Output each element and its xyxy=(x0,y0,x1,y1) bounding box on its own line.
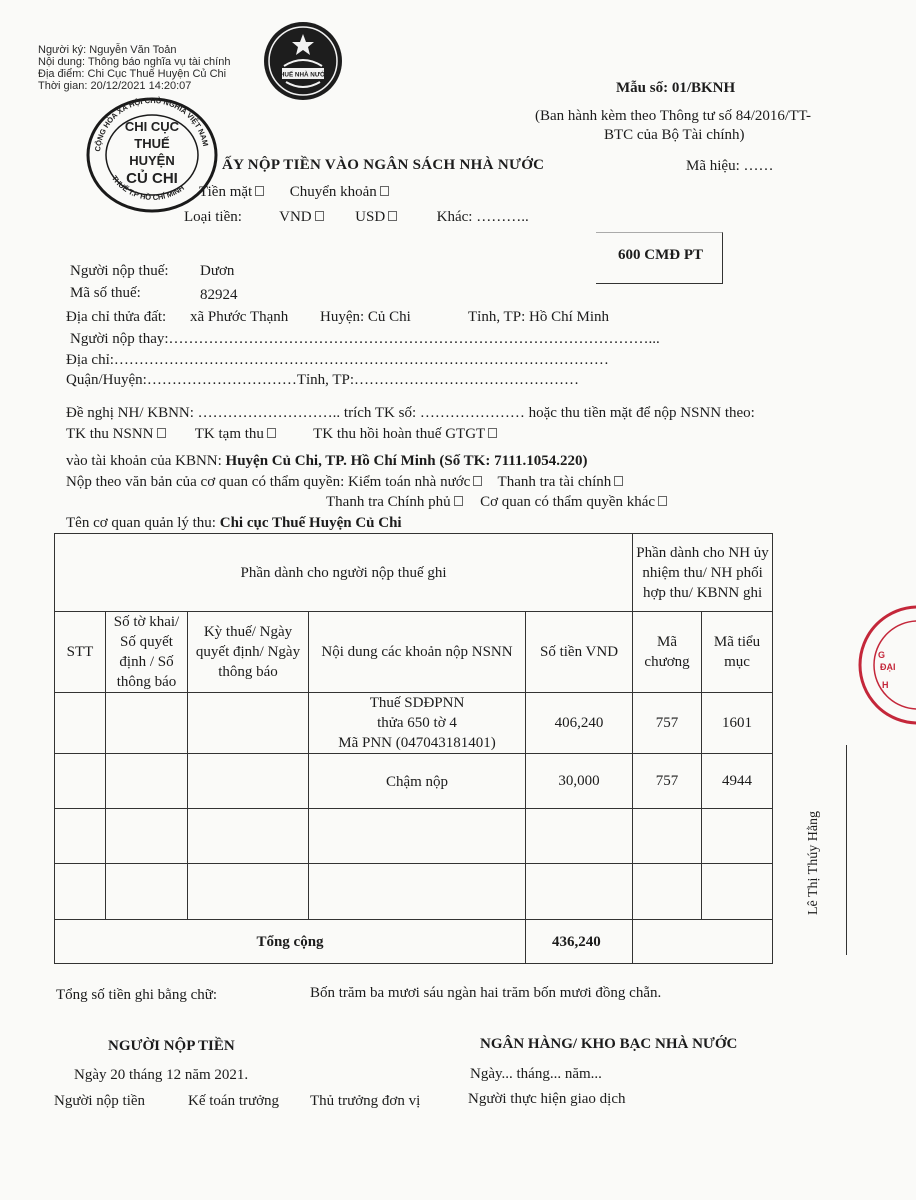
bank-sign-label: Người thực hiện giao dịch xyxy=(468,1091,626,1107)
form-title: ẤY NỘP TIỀN VÀO NGÂN SÁCH NHÀ NƯỚC xyxy=(222,157,545,173)
usd-label: USD xyxy=(355,209,386,225)
table-row xyxy=(55,754,773,809)
row-chapter: 757 xyxy=(633,754,702,809)
row-period xyxy=(188,693,309,754)
authority-row-2 xyxy=(326,494,667,511)
payer-sign-title: NGƯỜI NỘP TIỀN xyxy=(108,1038,235,1054)
signature-content: Thông báo nghĩa vụ tài chính xyxy=(87,56,231,68)
payer-section-header: Phần dành cho người nộp thuế ghi xyxy=(55,534,633,612)
header-content: Nội dung các khoản nộp NSNN xyxy=(309,612,526,693)
row-amount: 406,240 xyxy=(526,693,633,754)
row-content-line-1: Thuế SDĐPNN xyxy=(369,695,465,711)
stamp-ring-top: CỘNG HÒA XÃ HỘI CHỦ NGHĨA VIỆT NAM xyxy=(93,95,211,153)
header-subsection: Mã tiểu mục xyxy=(702,612,773,693)
signature-time-label: Thời gian: xyxy=(38,80,88,92)
other-currency: Khác: ……….. xyxy=(436,209,529,225)
thanh-tra-tc-label: Thanh tra tài chính xyxy=(497,474,612,490)
head-sign-label: Thủ trưởng đơn vị xyxy=(310,1093,421,1109)
payer-sign-date: Ngày 20 tháng 12 năm 2021. xyxy=(74,1067,249,1083)
kbnn-prefix: vào tài khoản của KBNN: xyxy=(66,453,226,469)
reference-code: 600 CMĐ PT xyxy=(618,247,703,263)
signer-label: Người ký: xyxy=(38,44,87,56)
tk-tam-thu-label: TK tạm thu xyxy=(194,426,264,442)
vnd-label: VND xyxy=(279,209,312,225)
stamp-line-3: HUYỆN xyxy=(129,153,175,168)
thanh-tra-tc-checkbox[interactable] xyxy=(614,476,623,486)
row-stt xyxy=(55,693,106,754)
tk-tam-thu-checkbox[interactable] xyxy=(267,428,276,438)
side-vertical-line xyxy=(846,745,847,955)
svg-text:G: G xyxy=(878,650,886,660)
bank-sign-title: NGÂN HÀNG/ KHO BẠC NHÀ NƯỚC xyxy=(480,1036,738,1052)
stamp-ring-bottom: THUẾ T.P HỒ CHÍ MINH xyxy=(109,173,186,203)
transfer-checkbox[interactable] xyxy=(380,186,389,196)
header-period: Kỳ thuế/ Ngày quyết định/ Ngày thông báo xyxy=(188,612,309,693)
tax-manager-line xyxy=(66,515,402,532)
signature-content-label: Nội dung: xyxy=(38,56,86,68)
currency-row xyxy=(184,209,529,226)
payment-method-row xyxy=(199,184,389,201)
signature-time: 20/12/2021 14:20:07 xyxy=(90,80,192,92)
side-signature-name: Lê Thị Thúy Hằng xyxy=(806,810,821,916)
tax-manager-prefix: Tên cơ quan quản lý thu: xyxy=(66,515,220,531)
tk-nsnn-checkbox[interactable] xyxy=(157,428,166,438)
land-address-label: Địa chỉ thửa đất: xyxy=(66,309,167,325)
stamp-line-4: CỦ CHI xyxy=(126,170,178,187)
payment-table xyxy=(54,533,773,964)
usd-checkbox[interactable] xyxy=(388,211,397,221)
signature-place: Chi Cục Thuế Huyện Củ Chi xyxy=(87,68,227,80)
kiem-toan-checkbox[interactable] xyxy=(473,476,482,486)
row-period xyxy=(188,754,309,809)
kiem-toan-label: Kiểm toán nhà nước xyxy=(348,474,471,490)
payer-name: Dươn xyxy=(200,263,235,279)
digital-signature xyxy=(38,44,230,92)
tax-code-label: Mã số thuế: xyxy=(70,285,141,301)
account-type-row xyxy=(66,426,497,443)
proxy-payer-line: Người nộp thay:……………………………………………………………………………………... xyxy=(70,331,660,347)
signer-name: Nguyễn Văn Toản xyxy=(89,44,177,56)
bank-section-header: Phần dành cho NH ủy nhiệm thu/ NH phối hợp thu/ KBNN ghi xyxy=(633,534,773,612)
payer-name-label: Người nộp thuế: xyxy=(70,263,169,279)
row-stt xyxy=(55,754,106,809)
red-partial-stamp xyxy=(856,600,916,730)
bank-sign-date: Ngày... tháng... năm... xyxy=(470,1066,602,1082)
amount-words: Bốn trăm ba mươi sáu ngàn hai trăm bốn mươi đồng chẵn. xyxy=(310,985,662,1001)
form-code: Mã hiệu: …… xyxy=(686,158,774,174)
table-row xyxy=(55,693,773,754)
stamp-line-1: CHI CỤC xyxy=(124,119,180,134)
amount-words-label: Tổng số tiền ghi bằng chữ: xyxy=(56,987,218,1003)
tax-code: 82924 xyxy=(200,287,238,303)
tk-nsnn-label: TK thu NSNN xyxy=(66,426,154,442)
co-quan-khac-checkbox[interactable] xyxy=(658,496,667,506)
header-doc-no: Số tờ khai/ Số quyết định / Số thông báo xyxy=(106,612,188,693)
cash-label: Tiền mặt xyxy=(199,184,253,200)
header-chapter: Mã chương xyxy=(633,612,702,693)
co-quan-khac-label: Cơ quan có thẩm quyền khác xyxy=(480,494,656,510)
row-subsection: 4944 xyxy=(702,754,773,809)
transfer-label: Chuyển khoản xyxy=(289,184,377,200)
row-chapter: 757 xyxy=(633,693,702,754)
row-subsection: 1601 xyxy=(702,693,773,754)
payer-sign-label: Người nộp tiền xyxy=(54,1093,146,1109)
header-stt: STT xyxy=(55,612,106,693)
table-row xyxy=(55,864,773,920)
row-doc-no xyxy=(106,754,188,809)
total-bank-cell xyxy=(633,920,773,964)
form-number: Mẫu số: 01/BKNH xyxy=(616,80,736,96)
tk-hoan-label: TK thu hồi hoàn thuế GTGT xyxy=(313,426,486,442)
row-content-line-3: Mã PNN (047043181401) xyxy=(338,735,496,751)
tk-hoan-checkbox[interactable] xyxy=(488,428,497,438)
row-content: Chậm nộp xyxy=(309,754,526,809)
proxy-district-line: Quận/Huyện:…………………………Tỉnh, TP:……………………………………… xyxy=(66,372,580,388)
svg-text:ĐẠI: ĐẠI xyxy=(880,662,896,672)
row-content-line-2: thửa 650 tờ 4 xyxy=(377,715,457,731)
row-doc-no xyxy=(106,693,188,754)
signature-place-label: Địa điểm: xyxy=(38,68,85,80)
authority-label: Nộp theo văn bản của cơ quan có thẩm quyền: xyxy=(66,474,345,490)
kbnn-account-line xyxy=(66,453,587,470)
table-row xyxy=(55,809,773,864)
vnd-checkbox[interactable] xyxy=(315,211,324,221)
authority-row xyxy=(66,474,623,491)
kbnn-account: Huyện Củ Chi, TP. Hồ Chí Minh (Số TK: 7111.1054.220) xyxy=(225,453,588,469)
accountant-sign-label: Kế toán trưởng xyxy=(188,1093,280,1109)
proxy-address-line: Địa chỉ:……………………………………………………………………………………… xyxy=(66,352,609,368)
land-commune: xã Phước Thạnh xyxy=(190,309,289,325)
svg-text:H: H xyxy=(882,680,889,690)
tax-emblem-logo xyxy=(262,20,344,102)
row-content xyxy=(309,693,526,754)
total-amount: 436,240 xyxy=(526,920,633,964)
bank-request-line: Đề nghị NH/ KBNN: ……………………….. trích TK số: ………………… hoặc thu tiền mặt để nộp NSNN theo: xyxy=(66,405,755,421)
header-amount: Số tiền VND xyxy=(526,612,633,693)
emblem-text: THUẾ NHÀ NƯỚC xyxy=(276,71,330,79)
form-issued-line-1: (Ban hành kèm theo Thông tư số 84/2016/TT- xyxy=(535,108,812,124)
land-province: Tỉnh, TP: Hồ Chí Minh xyxy=(468,309,609,325)
stamp-line-2: THUẾ xyxy=(134,136,170,151)
currency-label: Loại tiền: xyxy=(184,209,242,225)
form-issued-line-2: BTC của Bộ Tài chính) xyxy=(604,127,745,143)
thanh-tra-cp-checkbox[interactable] xyxy=(454,496,463,506)
land-district: Huyện: Củ Chi xyxy=(320,309,411,325)
total-label: Tổng cộng xyxy=(55,920,526,964)
tax-manager: Chi cục Thuế Huyện Củ Chi xyxy=(219,515,402,531)
thanh-tra-cp-label: Thanh tra Chính phủ xyxy=(326,494,451,510)
row-amount: 30,000 xyxy=(526,754,633,809)
cash-checkbox[interactable] xyxy=(255,186,264,196)
